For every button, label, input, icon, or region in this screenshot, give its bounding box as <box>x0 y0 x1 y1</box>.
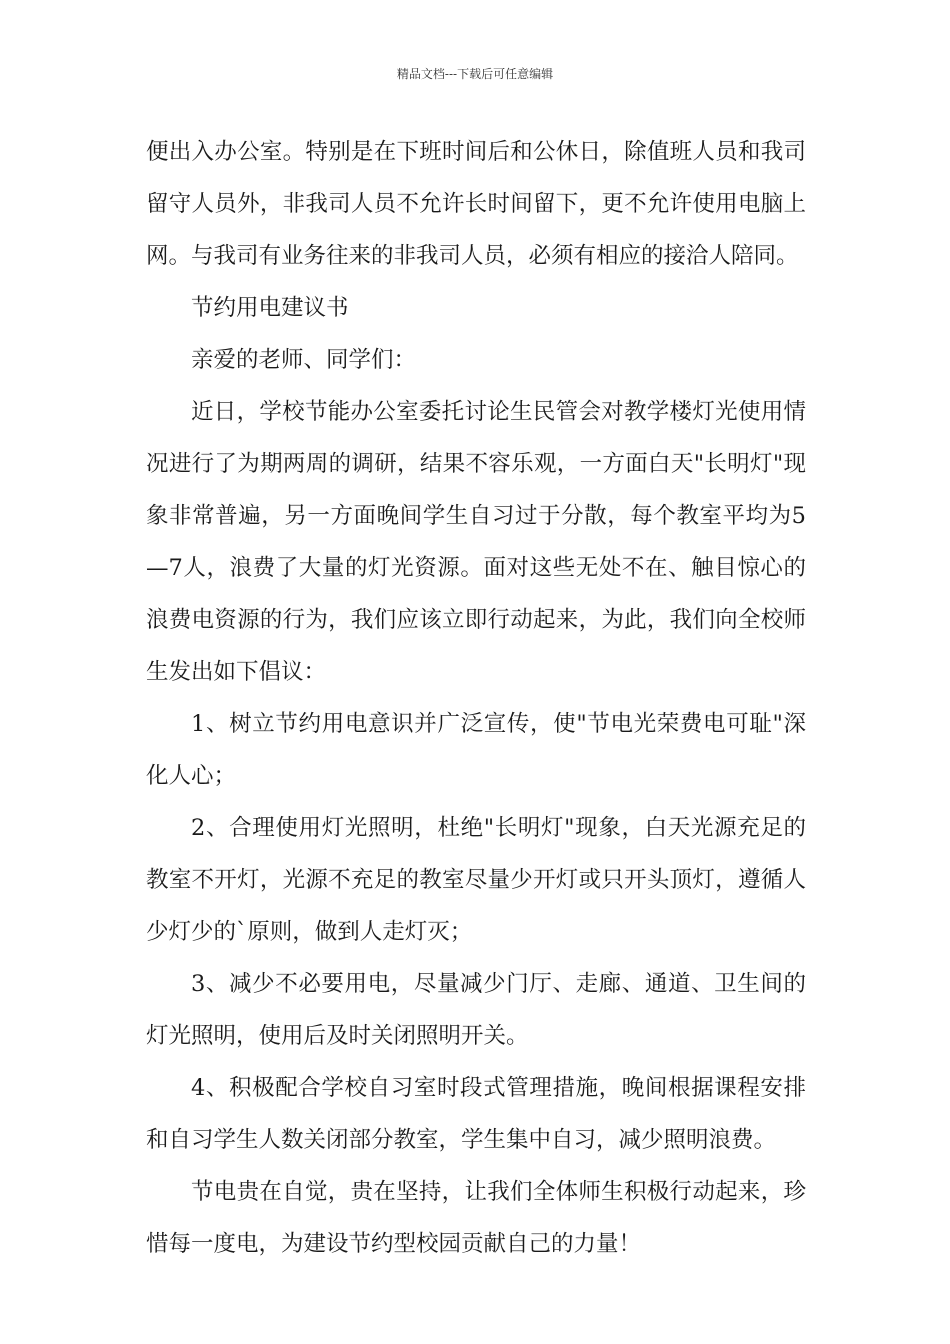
paragraph-intro: 近日，学校节能办公室委托讨论生民管会对教学楼灯光使用情况进行了为期两周的调研，结果不容乐观，一方面白天"长明灯"现象非常普遍，另一方面晚间学生自习过于分散，每个教室平均为5—7人，浪费了大量的灯光资源。面对这些无处不在、触目惊心的浪费电资源的行为，我们应该立即行动起来，为此，我们向全校师生发出如下倡议： <box>146 399 806 685</box>
salutation: 亲爱的老师、同学们： <box>191 347 417 373</box>
proposal-item-1: 1、树立节约用电意识并广泛宣传，使"节电光荣费电可耻"深化人心； <box>146 711 806 789</box>
document-body <box>146 126 806 1270</box>
proposal-item-4: 4、积极配合学校自习室时段式管理措施，晚间根据课程安排和自习学生人数关闭部分教室，学生集中自习，减少照明浪费。 <box>146 1075 806 1153</box>
paragraph-continuation: 便出入办公室。特别是在下班时间后和公休日，除值班人员和我司留守人员外，非我司人员不允许长时间留下，更不允许使用电脑上网。与我司有业务往来的非我司人员，必须有相应的接洽人陪同。 <box>146 139 806 269</box>
proposal-item-3: 3、减少不必要用电，尽量减少门厅、走廊、通道、卫生间的灯光照明，使用后及时关闭照明开关。 <box>146 971 806 1049</box>
document-title: 节约用电建议书 <box>191 295 349 321</box>
page-header: 精品文档---下载后可任意编辑 <box>396 67 554 81</box>
closing-paragraph: 节电贵在自觉，贵在坚持，让我们全体师生积极行动起来，珍惜每一度电，为建设节约型校园贡献自己的力量！ <box>146 1179 806 1257</box>
proposal-item-2: 2、合理使用灯光照明，杜绝"长明灯"现象，白天光源充足的教室不开灯，光源不充足的教室尽量少开灯或只开头顶灯，遵循人少灯少的`原则，做到人走灯灭； <box>146 815 806 945</box>
